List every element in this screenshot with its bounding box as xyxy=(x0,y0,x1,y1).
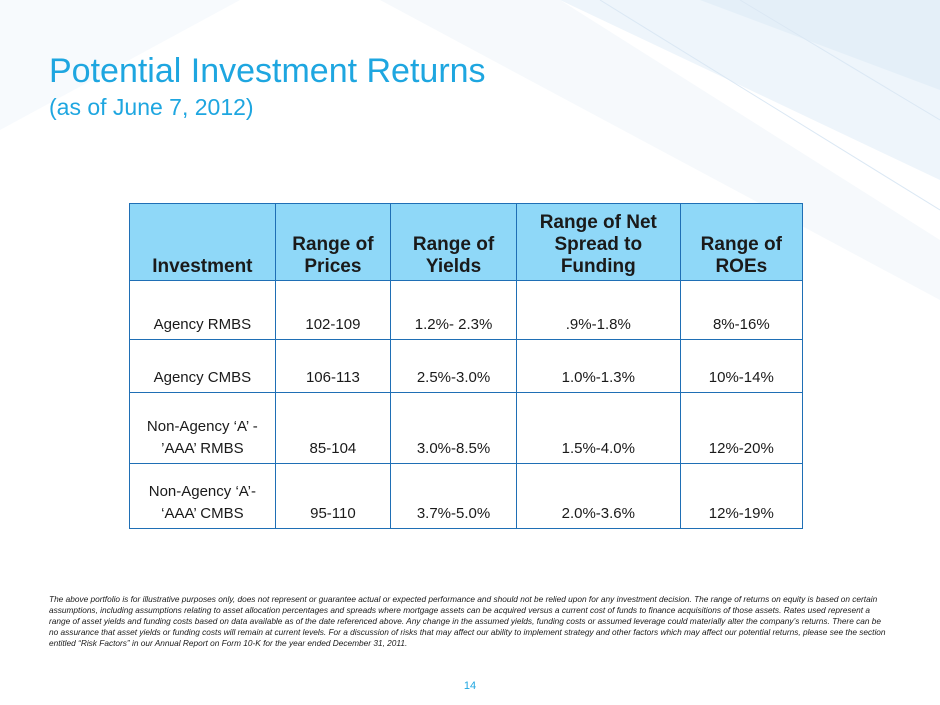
table-row xyxy=(130,281,803,340)
cell-prices: 106-113 xyxy=(275,340,390,393)
cell-prices: 102-109 xyxy=(275,281,390,340)
page-title: Potential Investment Returns xyxy=(49,52,486,90)
table-header-row xyxy=(130,204,803,281)
cell-roes: 12%-20% xyxy=(680,393,802,464)
table-row xyxy=(130,340,803,393)
table-row xyxy=(130,464,803,529)
header-spread: Range of Net Spread to Funding xyxy=(516,204,680,281)
cell-spread: 1.5%-4.0% xyxy=(516,393,680,464)
cell-roes: 12%-19% xyxy=(680,464,802,529)
header-roes: Range of ROEs xyxy=(680,204,802,281)
header-yields: Range of Yields xyxy=(391,204,517,281)
header-prices: Range of Prices xyxy=(275,204,390,281)
cell-prices: 95-110 xyxy=(275,464,390,529)
cell-spread: 2.0%-3.6% xyxy=(516,464,680,529)
header-investment: Investment xyxy=(130,204,276,281)
cell-investment: Agency CMBS xyxy=(130,340,276,393)
page-number: 14 xyxy=(463,680,477,692)
cell-spread: 1.0%-1.3% xyxy=(516,340,680,393)
returns-table xyxy=(129,203,803,529)
cell-yields: 2.5%-3.0% xyxy=(391,340,517,393)
page-subtitle: (as of June 7, 2012) xyxy=(49,94,254,120)
cell-yields: 1.2%- 2.3% xyxy=(391,281,517,340)
table-row xyxy=(130,393,803,464)
cell-spread: .9%-1.8% xyxy=(516,281,680,340)
cell-yields: 3.7%-5.0% xyxy=(391,464,517,529)
disclaimer-text: The above portfolio is for illustrative purposes only, does not represent or guarantee actual or expected performance and should not be relied upon for any investment decision. The range of returns on equity is based on certain assumptions, including assumptions relating to asset allocation percentages and spreads where mortgage assets can be acquired versus a current cost of funds to finance acquisitions of those assets. Rates used represent a range of asset yields and funding costs based on data available as of the date referenced above. Any change in the assumed yields, funding costs or assumed leverage could materially alter the company’s returns. There can be no assurance that asset yields or funding costs will remain at current levels. For a discussion of risks that may affect our ability to implement strategy and other factors which may affect our potential returns, please see the section entitled “Risk Factors” in our Annual Report on Form 10-K for the year ended December 31, 2011. xyxy=(49,594,886,648)
cell-prices: 85-104 xyxy=(275,393,390,464)
cell-investment: Agency RMBS xyxy=(130,281,276,340)
cell-roes: 10%-14% xyxy=(680,340,802,393)
cell-roes: 8%-16% xyxy=(680,281,802,340)
cell-investment: Non-Agency ‘A’- ‘AAA’ CMBS xyxy=(130,464,276,529)
cell-yields: 3.0%-8.5% xyxy=(391,393,517,464)
cell-investment: Non-Agency ‘A’ - ’AAA’ RMBS xyxy=(130,393,276,464)
